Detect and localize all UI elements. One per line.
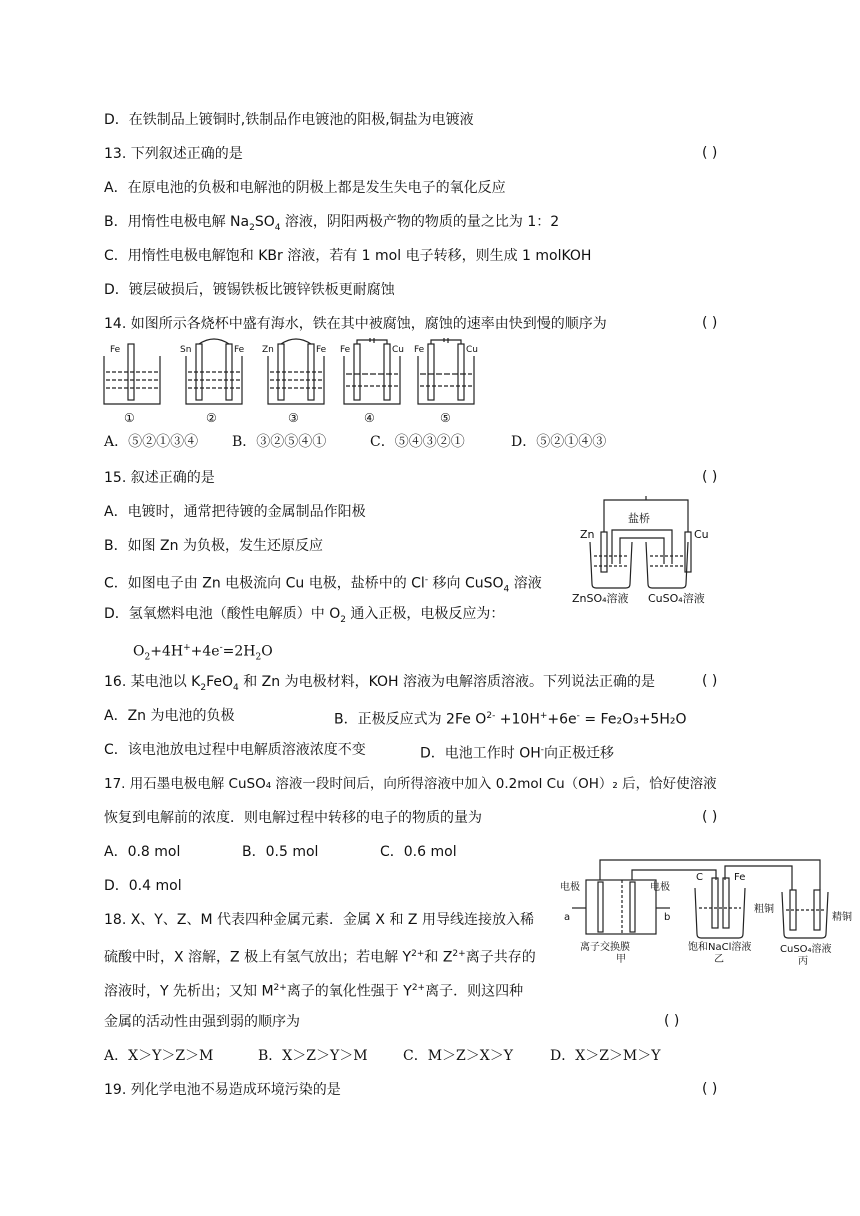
cell-bing-label: 丙 — [798, 956, 808, 967]
q18-answer-paren: ( ) — [664, 1013, 680, 1029]
beaker5-right-label: Cu — [466, 345, 478, 355]
inlet-a-label: a — [564, 912, 571, 923]
q16-answer-paren: ( ) — [702, 673, 718, 689]
electrode1-label: 电极 — [560, 882, 580, 893]
q13-option-c: C．用惰性电极电解饱和 KBr 溶液，若有 1 mol 电子转移，则生成 1 molKOH — [104, 248, 592, 264]
beaker2-number: ② — [206, 411, 217, 425]
q13-option-b: B．用惰性电极电解 $Na_2SO_4$ 溶液，阴阳两极产物的物质的量之比为 1：2 — [104, 214, 560, 233]
q17-stem-line1: 17. 用石墨电极电解 CuSO₄ 溶液一段时间后，向所得溶液中加入 0.2mol Cu（OH）₂ 后，恰好使溶液 — [104, 776, 717, 792]
q14-option-a: A．⑤②①③④ — [104, 434, 199, 450]
q15-answer-paren: ( ) — [702, 469, 718, 485]
fe-electrode-label: Fe — [734, 872, 746, 883]
q18-option-d: D．X＞Z＞M＞Y — [550, 1048, 661, 1064]
q13-option-a: A．在原电池的负极和电解池的阴极上都是发生失电子的氧化反应 — [104, 180, 506, 196]
q14-option-d: D．⑤②①④③ — [511, 434, 607, 450]
znso4-solution-label: ZnSO₄溶液 — [572, 592, 629, 605]
q16-stem: 16. 某电池以 $K_2FeO_4$ 和 Zn 为电极材料，KOH 溶液为电解溶质溶液。下列说法正确的是 — [104, 674, 655, 693]
q17-stem-line2: 恢复到电解前的浓度．则电解过程中转移的电子的物质的量为 — [104, 810, 482, 826]
cuso4-solution-label: CuSO₄溶液 — [780, 944, 832, 955]
q16-option-a: A．Zn 为电池的负极 — [104, 708, 235, 724]
inlet-b-label: b — [664, 912, 671, 923]
beaker2-left-label: Sn — [180, 345, 192, 355]
q14-answer-paren: ( ) — [702, 315, 718, 331]
q12-option-d: D．在铁制品上镀铜时,铁制品作电镀池的阳极,铜盐为电镀液 — [104, 112, 474, 128]
q18-option-b: B．X＞Z＞Y＞M — [258, 1048, 368, 1064]
q15-stem: 15. 叙述正确的是 — [104, 470, 215, 486]
q13-stem: 13. 下列叙述正确的是 — [104, 146, 243, 162]
q15-equation: $O_2+4H^++4e^-=2H_2O$ — [133, 643, 273, 663]
q13-option-d: D．镀层破损后，镀锡铁板比镀锌铁板更耐腐蚀 — [104, 282, 395, 298]
q15-option-c: C．如图电子由 Zn 电极流向 Cu 电极，盐桥中的 Cl- 移向 CuSO$_4$ 溶液 — [104, 575, 542, 595]
beaker5-left-label: Fe — [414, 345, 425, 355]
q17-option-c: C．0.6 mol — [380, 844, 457, 860]
beaker1-left-label: Fe — [110, 345, 121, 355]
beaker3-left-label: Zn — [262, 345, 274, 355]
beaker4-left-label: Fe — [340, 345, 351, 355]
beaker2-right-label: Fe — [234, 345, 245, 355]
q18-stem-line4: 金属的活动性由强到弱的顺序为 — [104, 1014, 300, 1030]
cell-yi-label: 乙 — [714, 954, 724, 965]
crude-copper-label: 粗铜 — [754, 904, 774, 915]
cuso4-solution-label: CuSO₄溶液 — [648, 592, 705, 605]
q14-beakers-figure — [100, 338, 500, 430]
beaker1-number: ① — [124, 411, 135, 425]
q15-option-a: A．电镀时，通常把待镀的金属制品作阳极 — [104, 504, 366, 520]
beaker4-right-label: Cu — [392, 345, 404, 355]
q14-option-b: B．③②⑤④① — [232, 434, 327, 450]
membrane-label: 离子交换膜 — [580, 942, 630, 953]
q14-stem: 14. 如图所示各烧杯中盛有海水，铁在其中被腐蚀，腐蚀的速率由快到慢的顺序为 — [104, 316, 607, 332]
q16-option-c: C．该电池放电过程中电解质溶液浓度不变 — [104, 742, 366, 758]
electrode2-label: 电极 — [650, 882, 670, 893]
q15-galvanic-cell-figure — [568, 494, 726, 606]
q19-stem: 19. 列化学电池不易造成环境污染的是 — [104, 1082, 341, 1098]
q15-option-b: B．如图 Zn 为负极，发生还原反应 — [104, 538, 323, 554]
salt-bridge-label: 盐桥 — [628, 512, 650, 525]
q18-stem-line2: 硫酸中时，X 溶解，Z 极上有氢气放出；若电解 $Y^{2+}$和 $Z^{2+}$离子共存的 — [104, 949, 536, 966]
q14-option-c: C．⑤④③②① — [370, 434, 465, 450]
q17-option-b: B．0.5 mol — [242, 844, 319, 860]
q18-stem-line3: 溶液时，Y 先析出；又知 $M^{2+}$离子的氧化性强于 $Y^{2+}$离子．则这四种 — [104, 983, 524, 1000]
q16-option-d: D．电池工作时 OH-向正极迁移 — [420, 745, 615, 762]
q15-option-d: D．氢氧燃料电池（酸性电解质）中 $O_2$ 通入正极，电极反应为： — [104, 606, 505, 625]
cell-jia-label: 甲 — [616, 954, 626, 965]
beaker4-number: ④ — [364, 411, 375, 425]
q17-option-a: A．0.8 mol — [104, 844, 181, 860]
carbon-electrode-label: C — [696, 872, 703, 883]
q19-answer-paren: ( ) — [702, 1081, 718, 1097]
q18-option-a: A．X＞Y＞Z＞M — [104, 1048, 214, 1064]
q18-stem-line1: 18. X、Y、Z、M 代表四种金属元素．金属 X 和 Z 用导线连接放入稀 — [104, 912, 534, 928]
refined-copper-label: 精铜 — [832, 912, 852, 923]
q17-answer-paren: ( ) — [702, 809, 718, 825]
nacl-solution-label: 饱和NaCl溶液 — [688, 942, 752, 953]
cu-electrode-label: Cu — [694, 528, 709, 541]
zn-electrode-label: Zn — [580, 528, 595, 541]
q18-option-c: C．M＞Z＞X＞Y — [403, 1048, 513, 1064]
beaker3-number: ③ — [288, 411, 299, 425]
q17-electrolysis-figure — [550, 850, 860, 972]
q17-option-d: D．0.4 mol — [104, 878, 182, 894]
beaker3-right-label: Fe — [316, 345, 327, 355]
beaker5-number: ⑤ — [440, 411, 451, 425]
q16-option-b: B．正极反应式为 2Fe $O^{2-} +10H^++6e^- = Fe_2O_3+5H_2O$ — [334, 711, 687, 728]
q13-answer-paren: ( ) — [702, 145, 718, 161]
